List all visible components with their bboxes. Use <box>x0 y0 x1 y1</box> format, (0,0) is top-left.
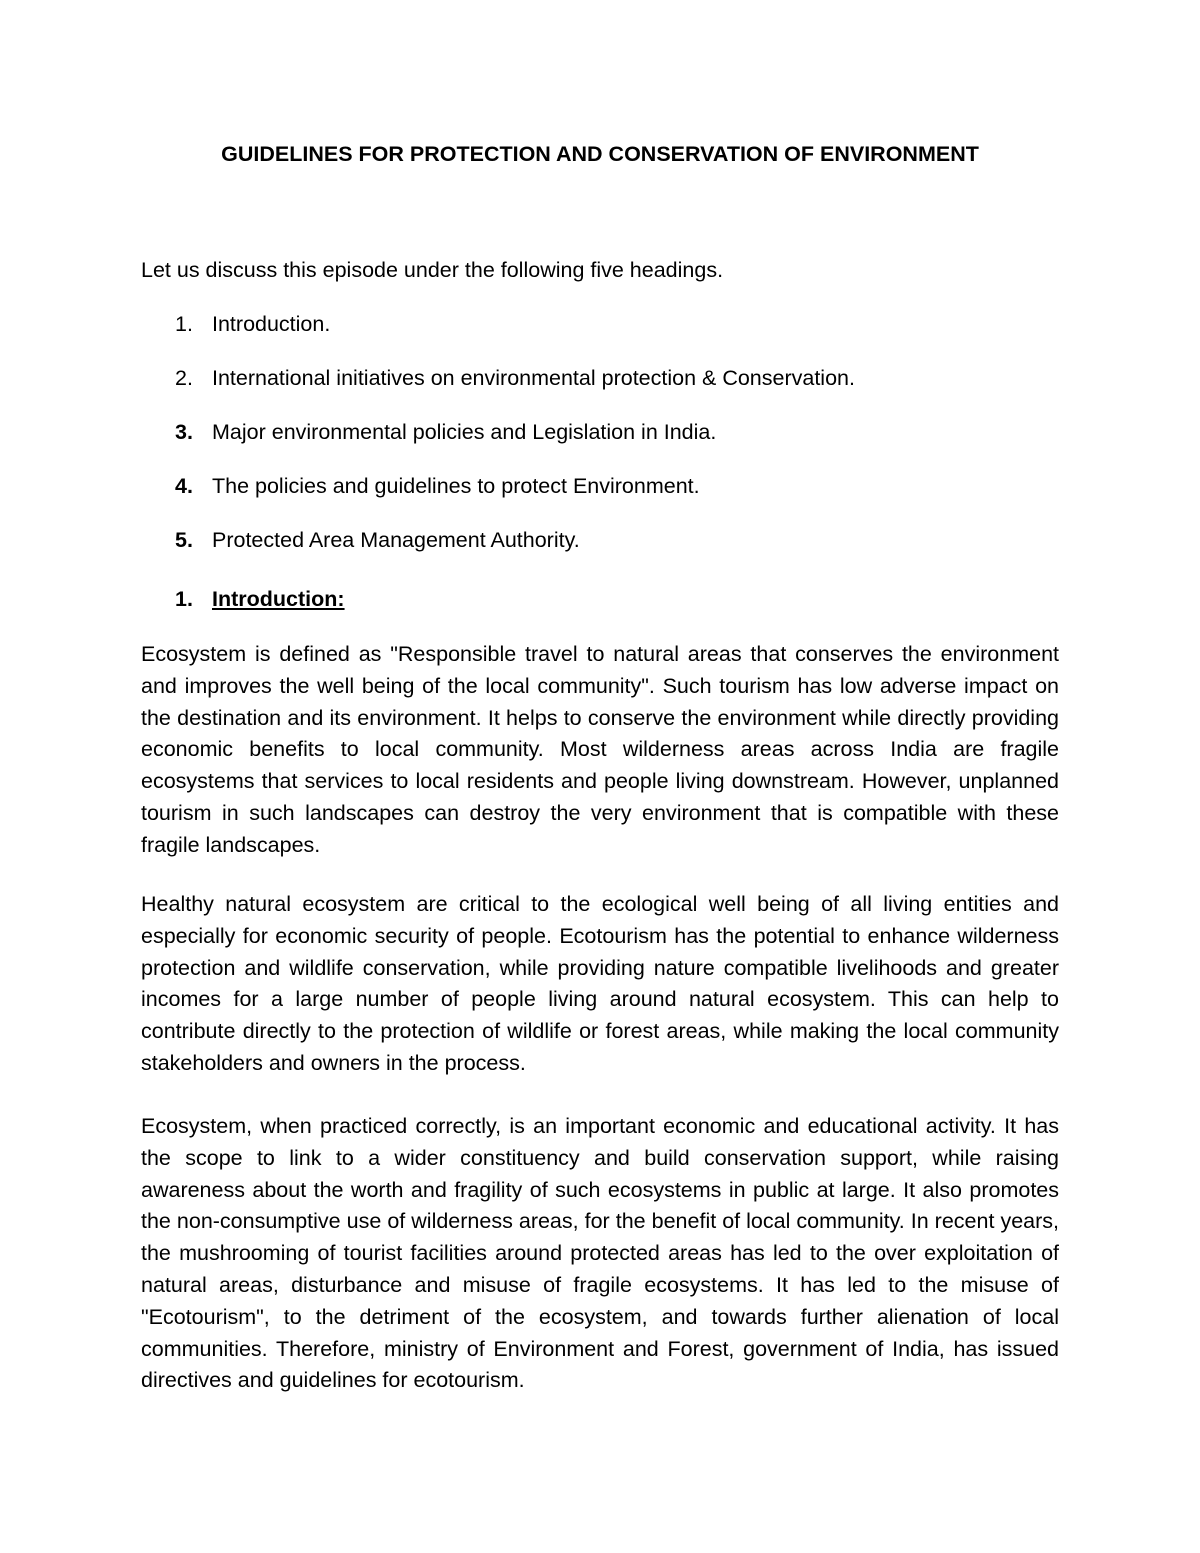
list-number: 4. <box>175 474 193 498</box>
list-number: 1. <box>175 312 193 336</box>
list-number: 2. <box>175 366 193 390</box>
list-item <box>141 417 1059 471</box>
list-number: 5. <box>175 528 193 552</box>
list-number: 3. <box>175 420 193 444</box>
list-item-text: Protected Area Management Authority. <box>212 528 580 552</box>
list-item-text: Introduction. <box>212 312 331 336</box>
paragraph: Ecosystem is defined as "Responsible travel to natural areas that conserves the environment and improves the well being of the local community". Such tourism has low adverse impact on the destination and its environment. It helps to conserve the environment while directly providing economic benefits to local community. Most wilderness areas across India are fragile ecosystems that services to local residents and people living downstream. However, unplanned tourism in such landscapes can destroy the very environment that is compatible with these fragile landscapes. <box>141 642 1059 857</box>
section-number: 1. <box>175 587 193 611</box>
list-item-text: Major environmental policies and Legislation in India. <box>212 420 717 444</box>
document-title: GUIDELINES FOR PROTECTION AND CONSERVATION OF ENVIRONMENT <box>221 142 979 166</box>
list-item <box>141 471 1059 525</box>
section-heading-introduction <box>141 584 1059 614</box>
list-item <box>141 309 1059 363</box>
intro-line: Let us discuss this episode under the following five headings. <box>141 258 724 282</box>
list-item-text: International initiatives on environmental protection & Conservation. <box>212 366 855 390</box>
list-item <box>141 525 1059 579</box>
headings-list <box>141 309 1059 579</box>
paragraph: Ecosystem, when practiced correctly, is an important economic and educational activity. It has the scope to link to a wider constituency and build conservation support, while raising awareness about the worth and fragility of such ecosystems in public at large. It also promotes the non-consumptive use of wilderness areas, for the benefit of local community. In recent years, the mushrooming of tourist facilities around protected areas has led to the over exploitation of natural areas, disturbance and misuse of fragile ecosystems. It has led to the misuse of "Ecotourism", to the detriment of the ecosystem, and towards further alienation of local communities. Therefore, ministry of Environment and Forest, government of India, has issued directives and guidelines for ecotourism. <box>141 1114 1059 1393</box>
list-item-text: The policies and guidelines to protect Environment. <box>212 474 700 498</box>
paragraph: Healthy natural ecosystem are critical to the ecological well being of all living entities and especially for economic security of people. Ecotourism has the potential to enhance wilderness protection and wildlife conservation, while providing nature compatible livelihoods and greater incomes for a large number of people living around natural ecosystem. This can help to contribute directly to the protection of wildlife or forest areas, while making the local community stakeholders and owners in the process. <box>141 892 1059 1075</box>
section-heading-text: Introduction: <box>212 587 345 611</box>
list-item <box>141 363 1059 417</box>
